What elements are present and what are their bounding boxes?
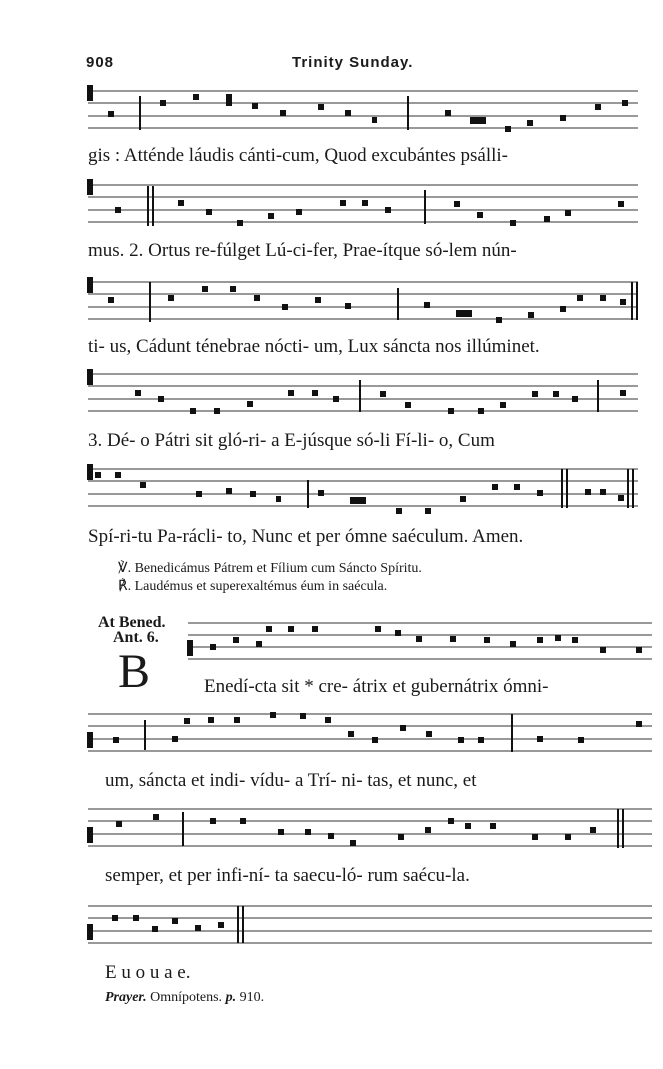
prayer-label: Prayer. (105, 990, 147, 1005)
lyric-line: Enedí-cta sit * cre- átrix et gubernátrix ómni- (204, 676, 549, 697)
prayer-reference (105, 990, 264, 1006)
clefs-and-bars (88, 86, 637, 943)
lyric-line: Spí-ri-tu Pa-rácli- to, Nunc et per ómne saéculum. Amen. (88, 526, 524, 547)
versicle-text: Benedicámus Pátrem et Fílium cum Sáncto Spíritu. (134, 561, 422, 576)
versicle (118, 560, 422, 577)
drop-cap: B (118, 645, 151, 698)
lyric-line: gis : Atténde láudis cánti-cum, Quod excubántes psálli- (88, 145, 509, 166)
page-number: 908 (86, 54, 115, 71)
lyric-line: ti- us, Cádunt ténebrae nócti- um, Lux sáncta nos illúminet. (88, 336, 540, 357)
prayer-text: Omnípotens. (146, 990, 226, 1005)
prayer-page-label: p. (225, 990, 237, 1005)
lyric-line: um, sáncta et indi- vídu- a Trí- ni- tas, et nunc, et (105, 770, 477, 791)
antiphon-label: At Bened. (98, 614, 166, 631)
page-title: Trinity Sunday. (292, 54, 414, 71)
versicle-symbol: ℣. (118, 561, 132, 576)
lyric-line: semper, et per infi-ní- ta saecu-ló- rum saécu-la. (105, 865, 470, 886)
response-symbol: ℟. (118, 579, 132, 594)
staff-lines (88, 91, 652, 943)
prayer-page-ref: 910. (236, 990, 265, 1005)
lyric-line: mus. 2. Ortus re-fúlget Lú-ci-fer, Prae-ítque só-lem nún- (88, 240, 517, 261)
response (118, 578, 387, 595)
lyric-line: E u o u a e. (105, 962, 191, 983)
antiphon-mode: Ant. 6. (113, 629, 159, 646)
lyric-line: 3. Dé- o Pátri sit gló-ri- a E-júsque só-li Fí-li- o, Cum (88, 430, 495, 451)
response-text: Laudémus et superexaltémus éum in saécula. (134, 579, 388, 594)
neumes (95, 94, 642, 932)
